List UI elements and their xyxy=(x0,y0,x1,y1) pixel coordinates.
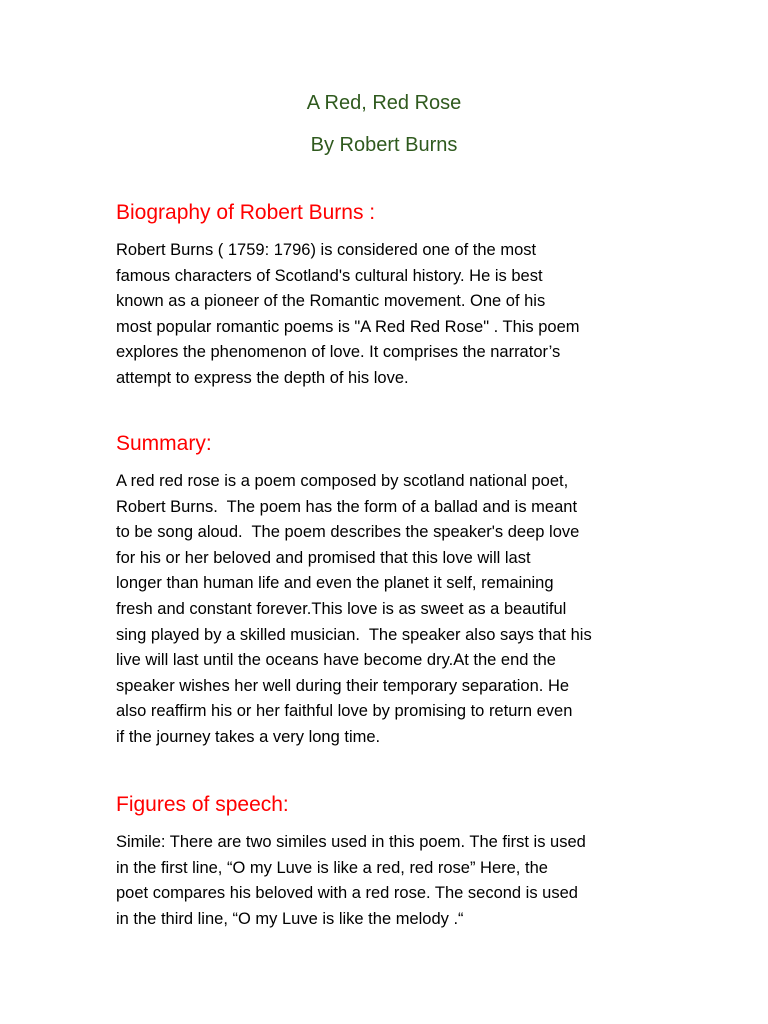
biography-paragraph xyxy=(116,238,696,392)
paragraph-line: in the first line, “O my Luve is like a red, red rose” Here, the xyxy=(116,858,548,877)
paragraph-line: Simile: There are two similes used in this poem. The first is used xyxy=(116,833,586,851)
paragraph-line: fresh and constant forever.This love is as sweet as a beautiful xyxy=(116,599,567,618)
paragraph-line: A red red rose is a poem composed by scotland national poet, xyxy=(116,472,569,490)
paragraph-line: live will last until the oceans have become dry.At the end the xyxy=(116,651,556,670)
section-heading-figures-of-speech: Figures of speech: xyxy=(116,793,289,816)
paragraph-line: to be song aloud. The poem describes the speaker's deep love xyxy=(116,523,580,542)
paragraph-line: sing played by a skilled musician. The speaker also says that his xyxy=(116,625,592,644)
paragraph-line: Robert Burns ( 1759: 1796) is considered one of the most xyxy=(116,241,537,259)
paragraph-line: if the journey takes a very long time. xyxy=(116,727,381,746)
poem-title: A Red, Red Rose xyxy=(306,92,462,114)
paragraph-line: most popular romantic poems is "A Red Red Rose" . This poem xyxy=(116,317,580,336)
paragraph-line: also reaffirm his or her faithful love by promising to return even xyxy=(116,702,573,721)
paragraph-line: explores the phenomenon of love. It comprises the narrator’s xyxy=(116,343,561,362)
paragraph-line: longer than human life and even the planet it self, remaining xyxy=(116,574,554,593)
paragraph-line: poet compares his beloved with a red rose. The second is used xyxy=(116,884,578,903)
paragraph-line: attempt to express the depth of his love. xyxy=(116,368,409,387)
paragraph-line: known as a pioneer of the Romantic movement. One of his xyxy=(116,292,546,311)
poem-author-byline: By Robert Burns xyxy=(310,134,458,156)
paragraph-line: famous characters of Scotland's cultural history. He is best xyxy=(116,266,543,285)
paragraph-line: for his or her beloved and promised that this love will last xyxy=(116,548,531,567)
paragraph-line: in the third line, “O my Luve is like the melody .“ xyxy=(116,909,464,928)
section-heading-biography: Biography of Robert Burns : xyxy=(116,201,376,224)
section-heading-summary: Summary: xyxy=(116,432,212,455)
paragraph-line: speaker wishes her well during their temporary separation. He xyxy=(116,676,570,695)
figures-of-speech-paragraph xyxy=(116,830,696,932)
paragraph-line: Robert Burns. The poem has the form of a ballad and is meant xyxy=(116,497,578,516)
summary-paragraph xyxy=(116,469,696,751)
